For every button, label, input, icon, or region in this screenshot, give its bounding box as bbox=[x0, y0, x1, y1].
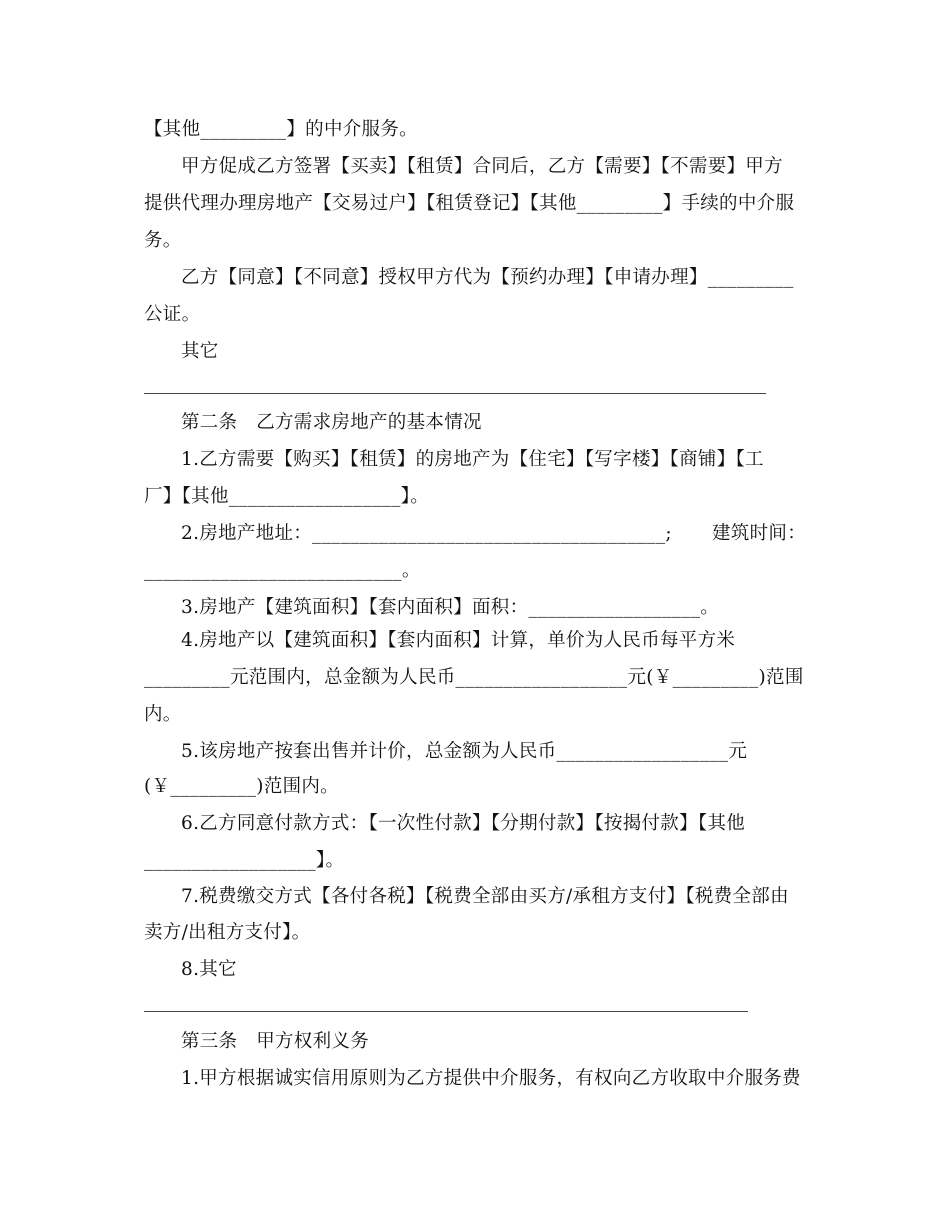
text-line: _________元范围内，总金额为人民币__________________元(￥_________)范围 bbox=[144, 667, 804, 688]
text-line: 【其他_________】的中介服务。 bbox=[144, 119, 418, 140]
paragraph-line: 甲方促成乙方签署【买卖】【租赁】合同后，乙方【需要】【不需要】甲方 bbox=[181, 156, 783, 177]
text-line: ___________________________。 bbox=[144, 560, 421, 581]
paragraph-line: 4.房地产以【建筑面积】【套内面积】计算，单价为人民币每平方米 bbox=[181, 630, 736, 651]
text-line: 厂】【其他__________________】。 bbox=[144, 486, 430, 507]
paragraph-line: 3.房地产【建筑面积】【套内面积】面积：__________________。 bbox=[181, 597, 720, 618]
paragraph-line: 乙方【同意】【不同意】授权甲方代为【预约办理】【申请办理】_________ bbox=[181, 267, 794, 288]
text-line: (￥_________)范围内。 bbox=[144, 776, 339, 797]
text-line: 提供代理办理房地产【交易过户】【租赁登记】【其他_________】手续的中介服 bbox=[144, 193, 795, 214]
paragraph-line: 5.该房地产按套出售并计价，总金额为人民币__________________元 bbox=[181, 741, 748, 762]
blank-rule bbox=[144, 393, 766, 394]
paragraph-line: 1.甲方根据诚实信用原则为乙方提供中介服务，有权向乙方收取中介服务费 bbox=[181, 1068, 801, 1089]
text-line: 建筑时间： bbox=[712, 523, 807, 544]
text-line: 务。 bbox=[144, 230, 182, 251]
blank-rule bbox=[144, 1011, 748, 1012]
text-line: 内。 bbox=[144, 704, 182, 725]
text-line: 卖方/出租方支付】。 bbox=[144, 922, 311, 943]
paragraph-line: 8.其它 bbox=[181, 959, 237, 980]
section-heading: 第二条 乙方需求房地产的基本情况 bbox=[181, 412, 482, 433]
paragraph-line: 6.乙方同意付款方式：【一次性付款】【分期付款】【按揭付款】【其他 bbox=[181, 813, 746, 834]
paragraph-line: 其它 bbox=[181, 341, 219, 362]
section-heading: 第三条 甲方权利义务 bbox=[181, 1031, 370, 1052]
text-line: __________________】。 bbox=[144, 850, 345, 871]
paragraph-line: 2.房地产地址：_____________________________________; bbox=[181, 523, 672, 544]
paragraph-line: 7.税费缴交方式【各付各税】【税费全部由买方/承租方支付】【税费全部由 bbox=[181, 886, 789, 907]
paragraph-line: 1.乙方需要【购买】【租赁】的房地产为【住宅】【写字楼】【商铺】【工 bbox=[181, 449, 764, 470]
text-line: 公证。 bbox=[144, 304, 201, 325]
